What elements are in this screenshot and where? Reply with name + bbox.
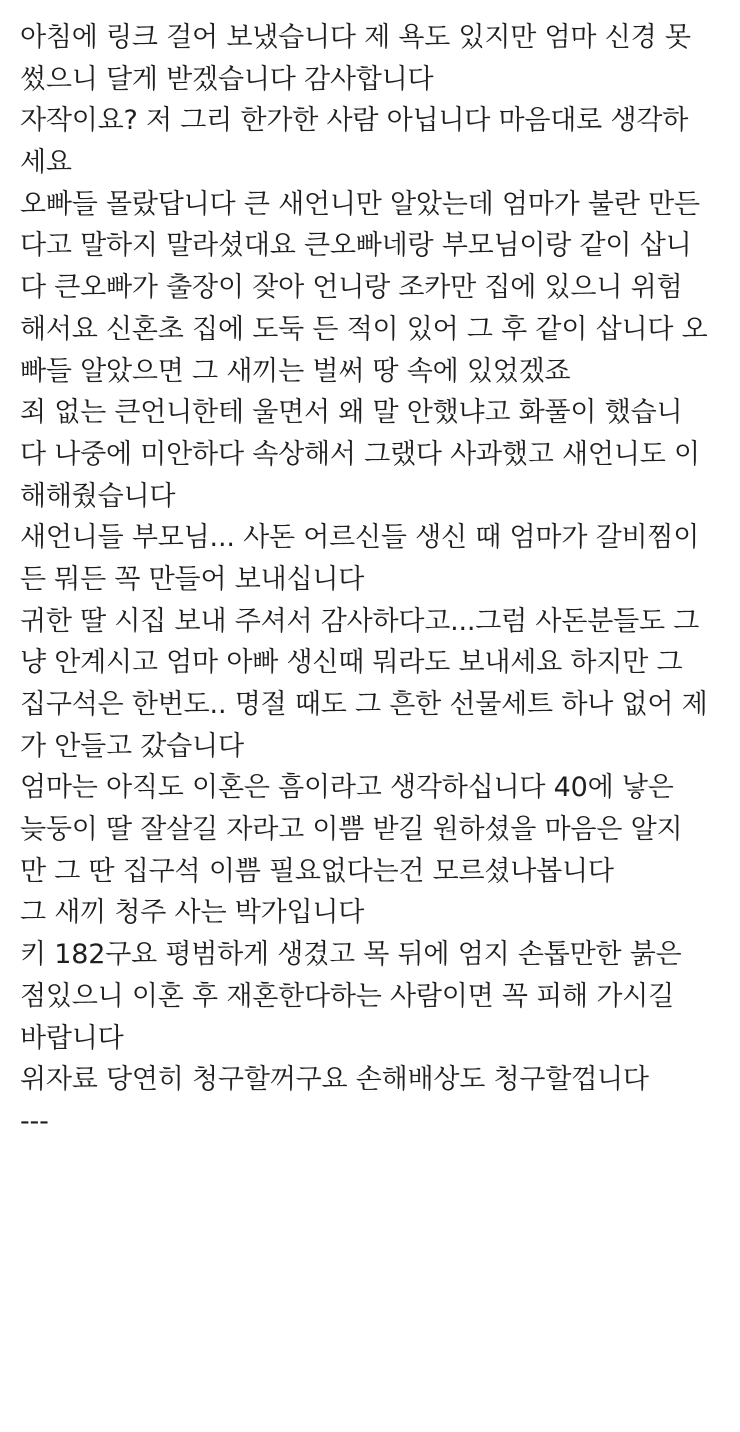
text-line: 냥 안계시고 엄마 아빠 생신때 뭐라도 보내세요 하지만 그 bbox=[20, 647, 683, 679]
text-line: 빠들 알았으면 그 새끼는 벌써 땅 속에 있었겠죠 bbox=[20, 355, 571, 387]
text-line: 해서요 신혼초 집에 도둑 든 적이 있어 그 후 같이 삽니다 오 bbox=[20, 313, 708, 345]
text-line: 위자료 당연히 청구할꺼구요 손해배상도 청구할껍니다 bbox=[20, 1064, 649, 1096]
text-line: 새언니들 부모님... 사돈 어르신들 생신 때 엄마가 갈비찜이 bbox=[20, 522, 700, 554]
separator-text: --- bbox=[20, 1105, 49, 1137]
post-body bbox=[20, 17, 725, 1143]
text-line: 늦둥이 딸 잘살길 자라고 이쁨 받길 원하셨을 마음은 알지 bbox=[20, 814, 683, 846]
text-line: 오빠들 몰랐답니다 큰 새언니만 알았는데 엄마가 불란 만든 bbox=[20, 188, 700, 220]
text-line: 그 새끼 청주 사는 박가입니다 bbox=[20, 897, 365, 929]
text-line: 다고 말하지 말라셨대요 큰오빠네랑 부모님이랑 같이 삽니 bbox=[20, 230, 692, 262]
text-line: 다 나중에 미안하다 속상해서 그랬다 사과했고 새언니도 이 bbox=[20, 438, 700, 470]
text-line: 엄마는 아직도 이혼은 흠이라고 생각하십니다 40에 낳은 bbox=[20, 772, 674, 804]
text-line: 썼으니 달게 받겠습니다 감사합니다 bbox=[20, 63, 434, 95]
text-line: 만 그 딴 집구석 이쁨 필요없다는건 모르셨나봅니다 bbox=[20, 855, 614, 887]
text-line: 바랍니다 bbox=[20, 1022, 124, 1054]
text-line: 든 뭐든 꼭 만들어 보내십니다 bbox=[20, 563, 365, 595]
text-line: 귀한 딸 시집 보내 주셔서 감사하다고...그럼 사돈분들도 그 bbox=[20, 605, 700, 637]
text-line: 세요 bbox=[20, 147, 72, 179]
text-line: 점있으니 이혼 후 재혼한다하는 사람이면 꼭 피해 가시길 bbox=[20, 980, 674, 1012]
text-line: 다 큰오빠가 출장이 잦아 언니랑 조카만 집에 있으니 위험 bbox=[20, 272, 683, 304]
text-line: 키 182구요 평범하게 생겼고 목 뒤에 엄지 손톱만한 붉은 bbox=[20, 939, 682, 971]
text-line: 가 안들고 갔습니다 bbox=[20, 730, 244, 762]
text-line: 자작이요? 저 그리 한가한 사람 아닙니다 마음대로 생각하 bbox=[20, 105, 689, 137]
text-line: 집구석은 한번도.. 명절 때도 그 흔한 선물세트 하나 없어 제 bbox=[20, 689, 708, 720]
text-line: 해해줬습니다 bbox=[20, 480, 176, 512]
text-line: 아침에 링크 걸어 보냈습니다 제 욕도 있지만 엄마 신경 못 bbox=[20, 22, 691, 53]
text-line: 죄 없는 큰언니한테 울면서 왜 말 안했냐고 화풀이 했습니 bbox=[20, 397, 683, 429]
